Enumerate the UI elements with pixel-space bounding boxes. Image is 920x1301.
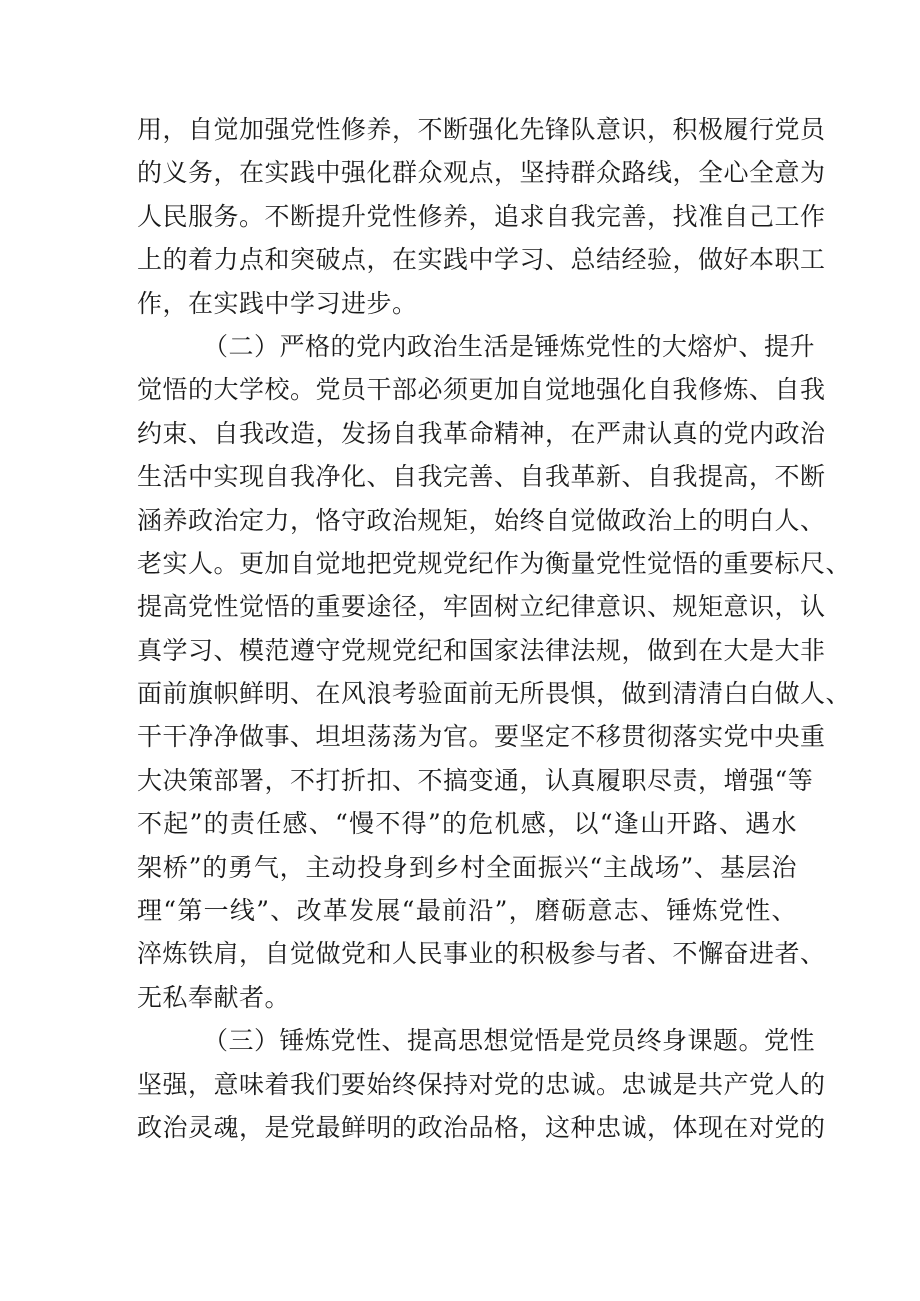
text-line: 坚强，意味着我们要始终保持对党的忠诚。忠诚是共产党人的 xyxy=(137,1069,826,1099)
text-line: （二）严格的党内政治生活是锤炼党性的大熔炉、提升 xyxy=(203,331,816,361)
text-line: 用，自觉加强党性修养，不断强化先锋队意识，积极履行党员 xyxy=(137,115,826,144)
paragraph-section-3 xyxy=(137,1019,826,1149)
text-line: 架桥”的勇气，主动投身到乡村全面振兴“主战场”、基层治 xyxy=(137,852,797,882)
paragraph-section-2 xyxy=(137,325,852,1019)
text-line: 真学习、模范遵守党规党纪和国家法律法规，做到在大是大非 xyxy=(137,635,826,665)
text-line: 上的着力点和突破点，在实践中学习、总结经验，做好本职工 xyxy=(137,245,826,275)
text-line: 老实人。更加自觉地把党规党纪作为衡量党性觉悟的重要标尺、 xyxy=(137,548,852,578)
text-line: 干干净净做事、坦坦荡荡为官。要坚定不移贯彻落实党中央重 xyxy=(137,722,826,752)
text-line: 无私奉献者。 xyxy=(137,982,291,1012)
text-line: 理“第一线”、改革发展“最前沿”，磨砺意志、锤炼党性、 xyxy=(137,896,797,926)
text-line: 政治灵魂，是党最鲜明的政治品格，这种忠诚，体现在对党的 xyxy=(137,1112,826,1142)
text-line: 觉悟的大学校。党员干部必须更加自觉地强化自我修炼、自我 xyxy=(137,375,826,405)
text-line: 淬炼铁肩，自觉做党和人民事业的积极参与者、不懈奋进者、 xyxy=(137,939,826,969)
text-line: 面前旗帜鲜明、在风浪考验面前无所畏惧，做到清清白白做人、 xyxy=(137,679,852,709)
text-line: 提高党性觉悟的重要途径，牢固树立纪律意识、规矩意识，认 xyxy=(137,592,826,622)
text-line: 人民服务。不断提升党性修养，追求自我完善，找准自己工作 xyxy=(137,201,826,231)
text-line: 生活中实现自我净化、自我完善、自我革新、自我提高，不断 xyxy=(137,462,826,492)
text-line: 的义务，在实践中强化群众观点，坚持群众路线，全心全意为 xyxy=(137,158,826,188)
text-line: 作，在实践中学习进步。 xyxy=(137,288,418,318)
text-line: （三）锤炼党性、提高思想觉悟是党员终身课题。党性 xyxy=(203,1026,816,1056)
text-line: 涵养政治定力，恪守政治规矩，始终自觉做政治上的明白人、 xyxy=(137,505,826,535)
text-line: 不起”的责任感、“慢不得”的危机感，以“逢山开路、遇水 xyxy=(137,809,797,839)
document-body xyxy=(137,108,852,1149)
text-line: 约束、自我改造，发扬自我革命精神，在严肃认真的党内政治 xyxy=(137,418,826,448)
paragraph-continuation xyxy=(137,108,826,325)
text-line: 大决策部署，不打折扣、不搞变通，认真履职尽责，增强“等 xyxy=(137,765,814,795)
